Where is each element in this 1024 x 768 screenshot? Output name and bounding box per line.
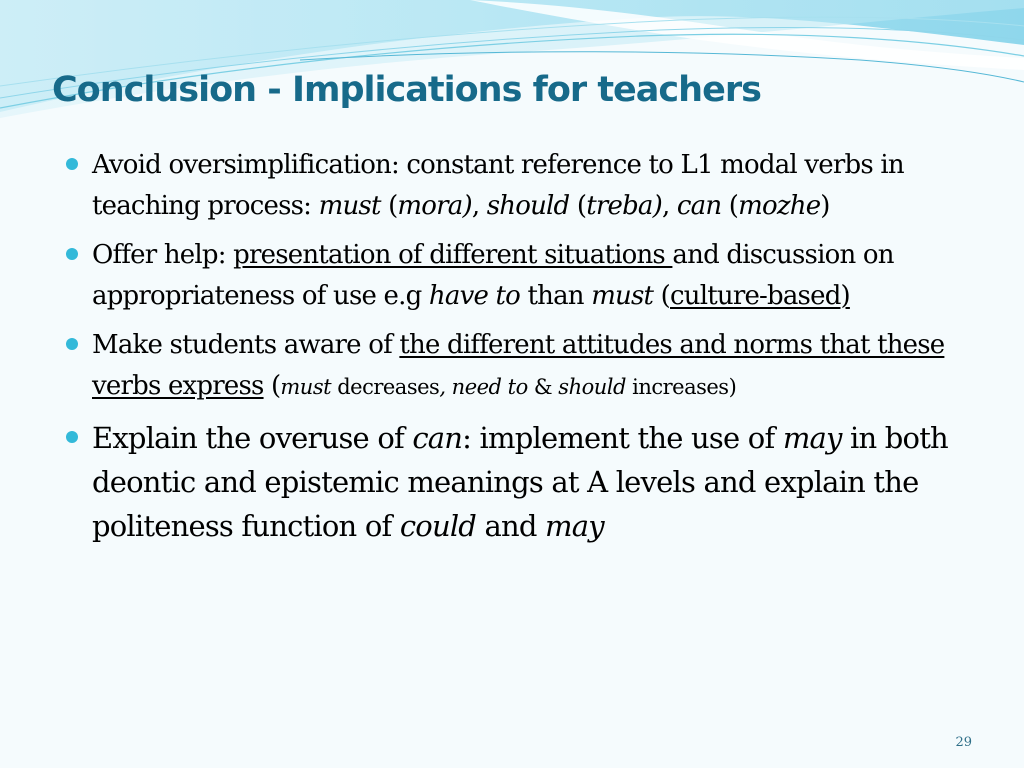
bullet-dot-icon	[66, 431, 78, 443]
slide-title: Conclusion - Implications for teachers	[52, 70, 761, 110]
page-number: 29	[955, 735, 972, 750]
bullet-text: Avoid oversimplification: constant reference to L1 modal verbs in teaching process: must (mora), should (treba), can (mozhe)	[92, 150, 904, 221]
bullet-text: Make students aware of the different attitudes and norms that these verbs express (must decreases, need to & should increases)	[92, 330, 945, 401]
bullet-dot-icon	[66, 158, 78, 170]
bullet-item	[66, 235, 966, 317]
bullet-text: Explain the overuse of can: implement the use of may in both deontic and epistemic meanings at A levels and explain the politeness function of could and may	[92, 421, 948, 543]
bullet-list	[66, 145, 966, 556]
bullet-dot-icon	[66, 248, 78, 260]
bullet-item	[66, 416, 966, 548]
bullet-item	[66, 325, 966, 408]
bullet-dot-icon	[66, 338, 78, 350]
bullet-item	[66, 145, 966, 227]
bullet-text: Offer help: presentation of different situations and discussion on appropriateness of use e.g have to than must (culture-based)	[92, 240, 894, 311]
